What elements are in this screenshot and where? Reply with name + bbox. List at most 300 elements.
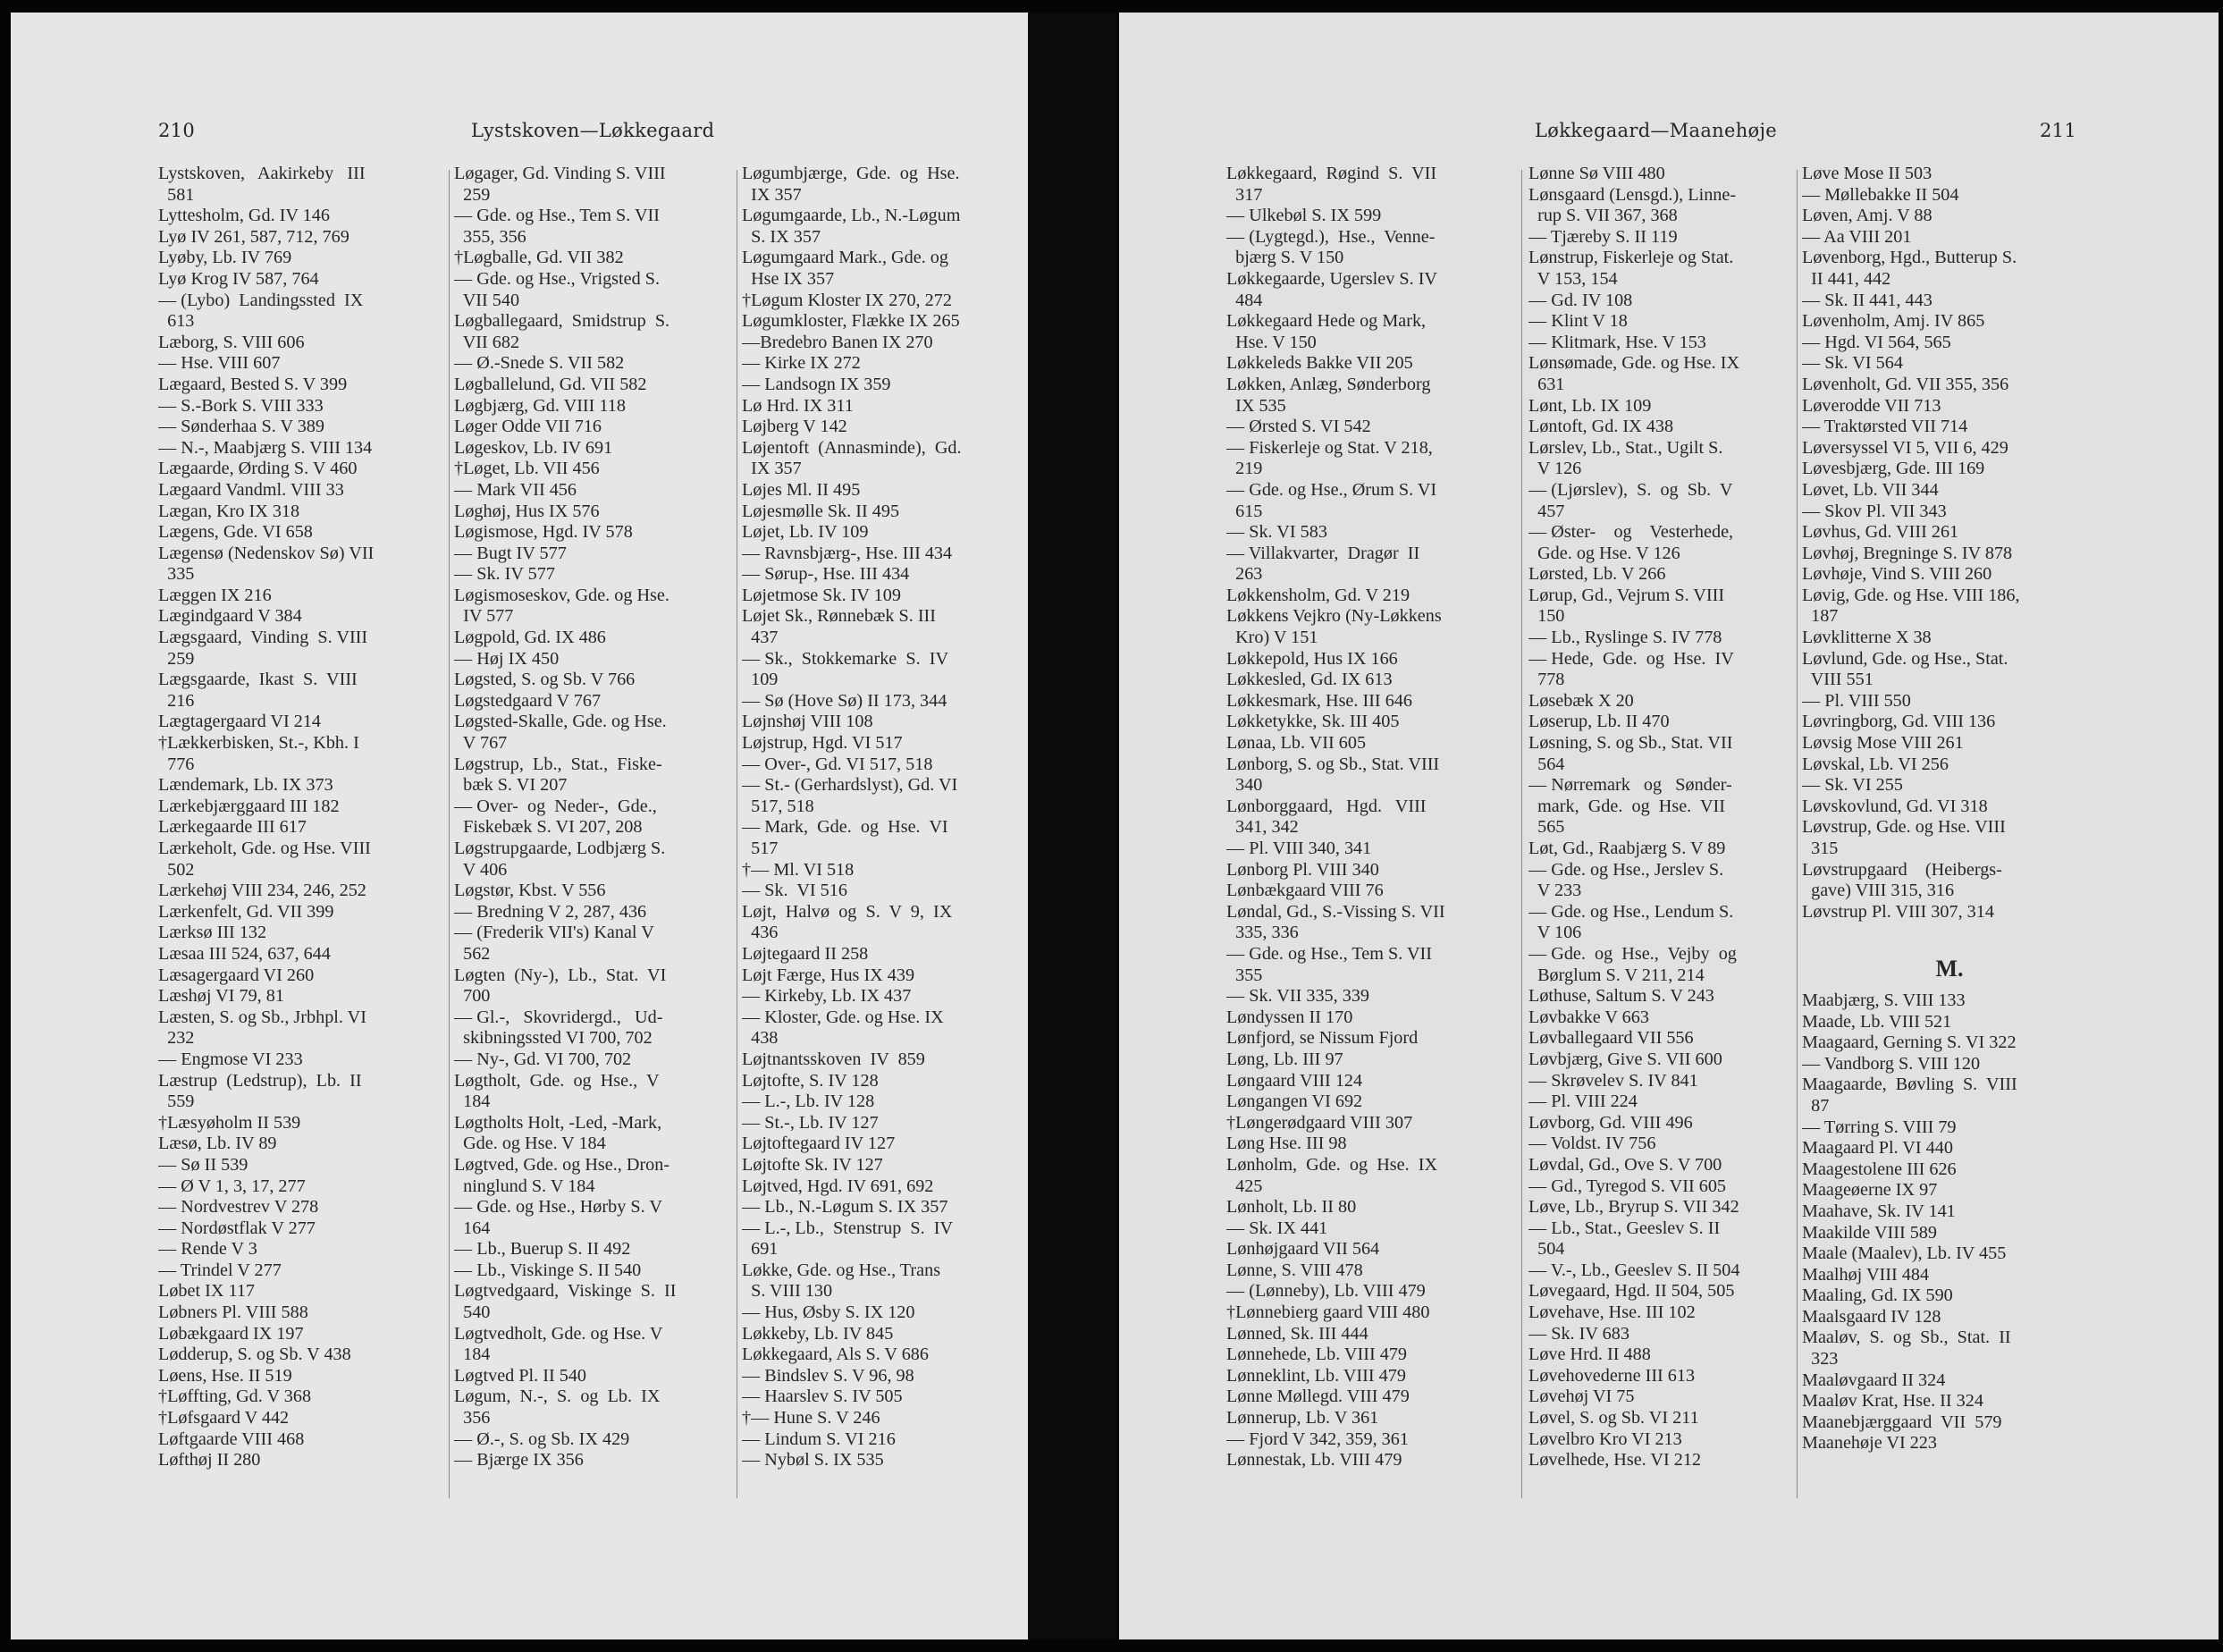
index-entry: Løngaard VIII 124: [1226, 1070, 1363, 1091]
index-entry: Løkken, Anlæg, Sønderborg: [1226, 374, 1431, 394]
index-entry: Maanehøje VI 223: [1802, 1433, 1937, 1454]
index-entry: Lønfjord, se Nissum Fjord: [1226, 1028, 1419, 1049]
left-page-number: 210: [158, 120, 195, 141]
index-entry: 438: [742, 1028, 779, 1049]
index-entry: — Øster- og Vesterhede,: [1528, 522, 1734, 543]
index-entry: — Hede, Gde. og Hse. IV: [1528, 648, 1734, 669]
index-entry: Løjstrup, Hgd. VI 517: [742, 733, 903, 754]
index-entry: Lønholm, Gde. og Hse. IX: [1226, 1154, 1438, 1175]
index-entry: — Vandborg S. VIII 120: [1802, 1053, 1981, 1074]
index-entry: Lønne, S. VIII 478: [1226, 1260, 1363, 1280]
index-entry: Løgten (Ny-), Lb., Stat. VI: [454, 965, 667, 985]
index-entry: Løvstrupgaard (Heibergs-: [1802, 859, 2002, 880]
index-entry: †Løfsgaard V 442: [158, 1408, 290, 1429]
index-entry: Fiskebæk S. VI 207, 208: [454, 817, 643, 838]
index-entry: Løverodde VII 713: [1802, 395, 1941, 416]
index-entry: Løvehave, Hse. III 102: [1528, 1302, 1696, 1323]
index-entry: Lægsgaarde, Ikast S. VIII: [158, 670, 358, 690]
index-entry: Lønnerup, Lb. V 361: [1226, 1408, 1379, 1429]
index-entry: — Mark VII 456: [454, 479, 577, 500]
index-entry: Løjnshøj VIII 108: [742, 712, 873, 732]
index-entry: — Lb., Stat., Geeslev S. II: [1528, 1218, 1721, 1238]
index-entry: Maagaarde, Bøvling S. VIII: [1802, 1075, 2017, 1095]
index-entry: Løgpold, Gd. IX 486: [454, 628, 606, 648]
index-entry: — Ulkebøl S. IX 599: [1226, 206, 1382, 226]
index-entry: — Sk. IV 683: [1528, 1323, 1629, 1344]
index-entry: Løng Hse. III 98: [1226, 1134, 1347, 1154]
index-entry: Løvehøj VI 75: [1528, 1386, 1635, 1407]
index-entry: — Nybøl S. IX 535: [742, 1450, 884, 1471]
index-entry: — Sk. IX 441: [1226, 1218, 1328, 1238]
index-entry: V 233: [1528, 881, 1582, 901]
index-entry: Gde. og Hse. V 184: [454, 1134, 606, 1154]
index-entry: Løbækgaard IX 197: [158, 1323, 304, 1344]
index-entry: Løvskovlund, Gd. VI 318: [1802, 796, 1988, 816]
index-entry: II 441, 442: [1802, 268, 1891, 289]
index-entry: 613: [158, 311, 195, 332]
index-entry: Maagaard Pl. VI 440: [1802, 1138, 1953, 1159]
index-entry: 317: [1226, 184, 1263, 205]
index-entry: 517, 518: [742, 796, 814, 816]
index-entry: — Aa VIII 201: [1802, 226, 1912, 247]
index-entry: Løserup, Lb. II 470: [1528, 712, 1670, 732]
index-entry: Løsebæk X 20: [1528, 690, 1634, 711]
index-entry: — Over-, Gd. VI 517, 518: [742, 754, 933, 774]
index-entry: Løgtholts Holt, -Led, -Mark,: [454, 1112, 662, 1133]
index-entry: — Klint V 18: [1528, 311, 1628, 332]
index-entry: — L.-, Lb. IV 128: [742, 1092, 875, 1112]
index-entry: Løvet, Lb. VII 344: [1802, 479, 1939, 500]
index-entry: 631: [1528, 374, 1565, 394]
index-entry: — Hus, Øsby S. IX 120: [742, 1302, 915, 1323]
index-entry: IV 577: [454, 606, 514, 627]
index-entry: Lærkenfelt, Gd. VII 399: [158, 901, 334, 922]
index-entry: — Pl. VIII 340, 341: [1226, 839, 1372, 858]
index-entry: — Gde. og Hse., Vejby og: [1528, 943, 1737, 964]
index-entry: — Skrøvelev S. IV 841: [1528, 1070, 1698, 1091]
index-entry: Løgager, Gd. Vinding S. VIII: [454, 164, 666, 183]
index-entry: V 106: [1528, 923, 1582, 943]
index-entry: — Sørup-, Hse. III 434: [742, 564, 910, 585]
index-entry: Lø Hrd. IX 311: [742, 395, 854, 416]
index-entry: Løjberg V 142: [742, 417, 847, 437]
index-entry: 187: [1802, 606, 1839, 627]
index-entry: Lægindgaard V 384: [158, 606, 302, 627]
index-entry: Løvelhede, Hse. VI 212: [1528, 1450, 1702, 1471]
index-entry: Lyøby, Lb. IV 769: [158, 248, 292, 268]
index-entry: Maaløv Krat, Hse. II 324: [1802, 1391, 1983, 1412]
index-column-6-m: [1802, 990, 2097, 1454]
index-entry: gave) VIII 315, 316: [1802, 881, 1955, 901]
index-entry: VIII 551: [1802, 670, 1874, 690]
index-entry: Løgtved, Gde. og Hse., Dron-: [454, 1154, 670, 1175]
index-entry: 778: [1528, 670, 1565, 690]
index-entry: — (Lybo) Landingssted IX: [158, 290, 364, 310]
index-entry: Læsten, S. og Sb., Jrbhpl. VI: [158, 1007, 366, 1027]
index-entry: — (Lygtegd.), Hse., Venne-: [1226, 226, 1436, 247]
index-entry: Løbet IX 117: [158, 1281, 256, 1302]
index-entry: Lønholt, Lb. II 80: [1226, 1197, 1357, 1218]
index-entry: Løjtegaard II 258: [742, 943, 869, 964]
index-entry: — Ørsted S. VI 542: [1226, 417, 1371, 437]
index-entry: Maageøerne IX 97: [1802, 1180, 1938, 1201]
index-entry: — L.-, Lb., Stenstrup S. IV: [742, 1218, 954, 1238]
index-entry: — Gde. og Hse., Tem S. VII: [1226, 943, 1432, 964]
index-entry: 263: [1226, 564, 1263, 585]
index-entry: bjærg S. V 150: [1226, 248, 1344, 268]
index-entry: Løsning, S. og Sb., Stat. VII: [1528, 733, 1733, 754]
index-column-3: [742, 164, 1019, 1504]
index-entry: 323: [1802, 1349, 1839, 1370]
index-entry: Løthuse, Saltum S. V 243: [1528, 986, 1714, 1007]
index-entry: — Gl.-, Skovridergd., Ud-: [454, 1007, 663, 1027]
index-entry: 340: [1226, 775, 1263, 796]
index-entry: — Ø V 1, 3, 17, 277: [158, 1176, 306, 1196]
index-entry: Løjt, Halvø og S. V 9, IX: [742, 901, 953, 922]
index-entry: Løvbakke V 663: [1528, 1007, 1649, 1027]
index-entry: Løkke, Gde. og Hse., Trans: [742, 1260, 941, 1280]
index-entry: Lønt, Lb. IX 109: [1528, 395, 1652, 416]
index-entry: Løve Mose II 503: [1802, 164, 1932, 183]
index-entry: Hse IX 357: [742, 268, 835, 289]
index-entry: Løvklitterne X 38: [1802, 628, 1932, 648]
index-entry: — Skov Pl. VII 343: [1802, 501, 1947, 521]
index-entry: — Over- og Neder-, Gde.,: [454, 796, 657, 816]
index-entry: Hse. V 150: [1226, 332, 1317, 352]
index-entry: Løkkegaard Hede og Mark,: [1226, 311, 1427, 332]
index-entry: 437: [742, 628, 779, 648]
index-entry: Maagestolene III 626: [1802, 1159, 1957, 1179]
index-entry: Løjesmølle Sk. II 495: [742, 501, 900, 521]
index-entry: 150: [1528, 606, 1565, 627]
index-entry: Løvelbro Kro VI 213: [1528, 1429, 1682, 1449]
index-entry: — Sk. II 441, 443: [1802, 290, 1932, 310]
index-entry: Lærkebjærggaard III 182: [158, 796, 340, 816]
index-entry: Løjet, Lb. IV 109: [742, 522, 869, 543]
index-entry: — Voldst. IV 756: [1528, 1134, 1656, 1154]
index-entry: Gde. og Hse. V 126: [1528, 543, 1680, 563]
index-entry: — Lb., Ryslinge S. IV 778: [1528, 628, 1722, 648]
index-column-2: [454, 164, 738, 1504]
index-entry: Lønneklint, Lb. VIII 479: [1226, 1365, 1406, 1386]
index-entry: — Haarslev S. IV 505: [742, 1386, 903, 1407]
index-entry: Lyø Krog IV 587, 764: [158, 268, 319, 289]
index-entry: 502: [158, 859, 195, 880]
index-column-6-l: [1802, 164, 2097, 923]
index-entry: —Bredebro Banen IX 270: [742, 332, 933, 352]
index-entry: Løvenborg, Hgd., Butterup S.: [1802, 248, 2017, 268]
index-entry: Løgstrupgaarde, Lodbjærg S.: [454, 839, 666, 858]
index-entry: 615: [1226, 501, 1263, 521]
index-entry: Løgsted, S. og Sb. V 766: [454, 670, 636, 690]
index-entry: Maagaard, Gerning S. VI 322: [1802, 1032, 2017, 1053]
index-entry: — Gd. IV 108: [1528, 290, 1633, 310]
index-entry: Løjtofte Sk. IV 127: [742, 1154, 883, 1175]
index-entry: Lønhøjgaard VII 564: [1226, 1239, 1380, 1260]
index-entry: 484: [1226, 290, 1263, 310]
column-rule: [449, 170, 450, 1498]
index-entry: 184: [454, 1344, 491, 1365]
index-entry: 232: [158, 1028, 195, 1049]
index-entry: — Hgd. VI 564, 565: [1802, 332, 1951, 352]
index-entry: Lægtagergaard VI 214: [158, 712, 322, 732]
index-entry: †Løget, Lb. VII 456: [454, 459, 600, 479]
index-entry: 259: [158, 648, 195, 669]
index-entry: 562: [454, 943, 491, 964]
index-entry: 356: [454, 1408, 491, 1429]
index-entry: Lønned, Sk. III 444: [1226, 1323, 1368, 1344]
index-entry: Løbners Pl. VIII 588: [158, 1302, 308, 1323]
index-entry: Løgeskov, Lb. IV 691: [454, 437, 613, 458]
index-entry: Løvhøj, Bregninge S. IV 878: [1802, 543, 2013, 563]
index-entry: 425: [1226, 1176, 1263, 1196]
right-page: [1119, 13, 2219, 1639]
index-entry: Maade, Lb. VIII 521: [1802, 1011, 1952, 1032]
index-entry: †Løgum Kloster IX 270, 272: [742, 290, 952, 310]
index-entry: S. IX 357: [742, 226, 821, 247]
index-entry: Lægan, Kro IX 318: [158, 501, 300, 521]
index-entry: Løger Odde VII 716: [454, 417, 602, 437]
index-entry: Løgballelund, Gd. VII 582: [454, 374, 647, 394]
index-entry: Lægens, Gde. VI 658: [158, 522, 313, 543]
index-entry: IX 357: [742, 459, 802, 479]
index-entry: Løgstør, Kbst. V 556: [454, 881, 606, 901]
index-entry: 184: [454, 1092, 491, 1112]
index-entry: — S.-Bork S. VIII 333: [158, 395, 324, 416]
index-entry: Læsaa III 524, 637, 644: [158, 943, 331, 964]
index-entry: Løgtved Pl. II 540: [454, 1365, 587, 1386]
index-entry: — Gde. og Hse., Ørum S. VI: [1226, 479, 1437, 500]
index-entry: Løvhus, Gd. VIII 261: [1802, 522, 1959, 543]
index-entry: Læggen IX 216: [158, 585, 272, 605]
index-entry: Løve, Lb., Bryrup S. VII 342: [1528, 1197, 1739, 1218]
index-entry: Løjentoft (Annasminde), Gd.: [742, 437, 962, 458]
index-entry: Løjetmose Sk. IV 109: [742, 585, 901, 605]
index-entry: — (Frederik VII's) Kanal V: [454, 923, 654, 943]
index-entry: — Bugt IV 577: [454, 543, 567, 563]
index-entry: — Tjæreby S. II 119: [1528, 226, 1678, 247]
index-entry: Løvenholt, Gd. VII 355, 356: [1802, 374, 2009, 394]
index-entry: V 126: [1528, 459, 1582, 479]
index-entry: VII 682: [454, 332, 520, 352]
index-entry: Løvborg, Gd. VIII 496: [1528, 1112, 1693, 1133]
index-entry: Lærksø III 132: [158, 923, 267, 943]
index-entry: 776: [158, 754, 195, 774]
index-entry: Løgumkloster, Flække IX 265: [742, 311, 960, 332]
column-rule: [1797, 170, 1798, 1498]
index-entry: — Fiskerleje og Stat. V 218,: [1226, 437, 1433, 458]
right-page-number: 211: [2040, 120, 2076, 141]
index-entry: Løversyssel VI 5, VII 6, 429: [1802, 437, 2008, 458]
section-letter: M.: [1935, 956, 1964, 982]
index-entry: — Gde. og Hse., Hørby S. V: [454, 1197, 662, 1218]
index-entry: 335: [158, 564, 195, 585]
index-entry: — Nørremark og Sønder-: [1528, 775, 1732, 796]
index-entry: — Gde. og Hse., Jerslev S.: [1528, 859, 1724, 880]
index-entry: Lærkeholt, Gde. og Hse. VIII: [158, 839, 371, 858]
index-entry: Løndal, Gd., S.-Vissing S. VII: [1226, 901, 1445, 922]
index-entry: — Sk. VI 564: [1802, 353, 1903, 374]
index-entry: IX 535: [1226, 395, 1286, 416]
index-entry: — Kloster, Gde. og Hse. IX: [742, 1007, 944, 1027]
index-entry: Løvehovederne III 613: [1528, 1365, 1696, 1386]
index-entry: Løgismoseskov, Gde. og Hse.: [454, 585, 669, 605]
index-entry: Maale (Maalev), Lb. IV 455: [1802, 1243, 2007, 1264]
index-entry: Løftgaarde VIII 468: [158, 1429, 305, 1449]
index-entry: — Ø.-, S. og Sb. IX 429: [454, 1429, 630, 1449]
left-running-head: Lystskoven—Løkkegaard: [471, 120, 715, 141]
index-entry: Løvringborg, Gd. VIII 136: [1802, 712, 1996, 732]
index-entry: 219: [1226, 459, 1263, 479]
index-entry: Lyttesholm, Gd. IV 146: [158, 206, 330, 226]
index-entry: — Traktørsted VII 714: [1802, 417, 1968, 437]
index-entry: V 406: [454, 859, 508, 880]
index-entry: Løvel, S. og Sb. VI 211: [1528, 1408, 1699, 1429]
index-entry: bæk S. VI 207: [454, 775, 568, 796]
index-entry: — V.-, Lb., Geeslev S. II 504: [1528, 1260, 1740, 1280]
index-entry: Løvlund, Gde. og Hse., Stat.: [1802, 648, 2008, 669]
index-entry: †Lækkerbisken, St.-, Kbh. I: [158, 733, 359, 754]
index-entry: Løvballegaard VII 556: [1528, 1028, 1694, 1049]
index-entry: Lørslev, Lb., Stat., Ugilt S.: [1528, 437, 1723, 458]
index-entry: Løndyssen II 170: [1226, 1007, 1353, 1027]
index-entry: — N.-, Maabjærg S. VIII 134: [158, 437, 373, 458]
index-entry: Lønnehede, Lb. VIII 479: [1226, 1344, 1408, 1365]
index-entry: 164: [454, 1218, 491, 1238]
index-entry: — Lb., Buerup S. II 492: [454, 1239, 631, 1260]
index-entry: — Engmose VI 233: [158, 1049, 303, 1069]
index-entry: — Gd., Tyregod S. VII 605: [1528, 1176, 1727, 1196]
index-entry: — Ny-, Gd. VI 700, 702: [454, 1049, 632, 1069]
index-entry: 216: [158, 690, 195, 711]
index-entry: — Sk. IV 577: [454, 564, 555, 585]
index-entry: — Nordvestrev V 278: [158, 1197, 319, 1218]
index-entry: Lønborg, S. og Sb., Stat. VIII: [1226, 754, 1440, 774]
index-entry: Løgballegaard, Smidstrup S.: [454, 311, 670, 332]
index-entry: — Fjord V 342, 359, 361: [1226, 1429, 1409, 1449]
index-entry: Løgtvedholt, Gde. og Hse. V: [454, 1323, 663, 1344]
index-entry: Løvegaard, Hgd. II 504, 505: [1528, 1281, 1735, 1302]
index-entry: — Sk. VI 255: [1802, 775, 1903, 796]
index-entry: — St.-, Lb. IV 127: [742, 1112, 879, 1133]
index-entry: ninglund S. V 184: [454, 1176, 595, 1196]
index-entry: Lønne Sø VIII 480: [1528, 164, 1665, 183]
index-entry: Løens, Hse. II 519: [158, 1365, 292, 1386]
index-entry: 436: [742, 923, 779, 943]
index-entry: Lægaard, Bested S. V 399: [158, 374, 348, 394]
index-entry: — Klitmark, Hse. V 153: [1528, 332, 1706, 352]
index-column-5: [1528, 164, 1816, 1504]
index-entry: — Lindum S. VI 216: [742, 1429, 896, 1449]
index-entry: Løkkeleds Bakke VII 205: [1226, 353, 1413, 374]
index-entry: Lønne Møllegd. VIII 479: [1226, 1386, 1410, 1407]
index-entry: Løgumgaarde, Lb., N.-Løgum: [742, 206, 961, 226]
index-entry: Lønsgaard (Lensgd.), Linne-: [1528, 184, 1737, 205]
index-entry: — Pl. VIII 550: [1802, 690, 1911, 711]
index-entry: Løkketykke, Sk. III 405: [1226, 712, 1400, 732]
index-entry: Lærkehøj VIII 234, 246, 252: [158, 881, 366, 901]
index-entry: Løvsig Mose VIII 261: [1802, 733, 1964, 754]
index-entry: 540: [454, 1302, 491, 1323]
index-entry: Løkkegaarde, Ugerslev S. IV: [1226, 268, 1438, 289]
index-entry: — St.- (Gerhardslyst), Gd. VI: [742, 775, 958, 796]
index-entry: Løvstrup Pl. VIII 307, 314: [1802, 901, 1994, 922]
index-entry: Løgsted-Skalle, Gde. og Hse.: [454, 712, 667, 732]
index-entry: — Trindel V 277: [158, 1260, 282, 1280]
index-entry: Løgumgaard Mark., Gde. og: [742, 248, 948, 268]
index-entry: — Villakvarter, Dragør II: [1226, 543, 1420, 563]
index-entry: Læsø, Lb. IV 89: [158, 1134, 277, 1154]
index-entry: Løvhøje, Vind S. VIII 260: [1802, 564, 1992, 585]
index-entry: — Gde. og Hse., Lendum S.: [1528, 901, 1734, 922]
index-entry: — Nordøstflak V 277: [158, 1218, 316, 1238]
index-entry: Lægaarde, Ørding S. V 460: [158, 459, 358, 479]
index-entry: Løvesbjærg, Gde. III 169: [1802, 459, 1985, 479]
index-entry: Løkkegaard, Als S. V 686: [742, 1344, 929, 1365]
index-entry: Kro) V 151: [1226, 628, 1318, 648]
index-entry: Lærkegaarde III 617: [158, 817, 307, 838]
index-entry: Løjtofte, S. IV 128: [742, 1070, 879, 1091]
index-entry: Lønborggaard, Hgd. VIII: [1226, 796, 1427, 816]
book-gutter: [1028, 13, 1116, 1639]
index-entry: Løvskal, Lb. VI 256: [1802, 754, 1949, 774]
index-column-4: [1226, 164, 1514, 1504]
index-entry: — Landsogn IX 359: [742, 374, 891, 394]
index-entry: 457: [1528, 501, 1565, 521]
left-page: [11, 13, 1028, 1639]
index-entry: — Pl. VIII 224: [1528, 1092, 1638, 1112]
index-column-1: [158, 164, 442, 1504]
index-entry: 87: [1802, 1095, 1830, 1116]
index-column-6: [1802, 164, 2097, 1504]
index-entry: 564: [1528, 754, 1565, 774]
index-entry: Lønbækgaard VIII 76: [1226, 881, 1384, 901]
index-entry: — Ø.-Snede S. VII 582: [454, 353, 625, 374]
index-entry: Løjes Ml. II 495: [742, 479, 861, 500]
index-entry: Løve Hrd. II 488: [1528, 1344, 1651, 1365]
index-entry: Løkkensholm, Gd. V 219: [1226, 585, 1410, 605]
index-entry: Løkkens Vejkro (Ny-Løkkens: [1226, 606, 1442, 627]
index-entry: — Lb., N.-Løgum S. IX 357: [742, 1197, 948, 1218]
index-entry: Maalsgaard IV 128: [1802, 1306, 1941, 1327]
index-entry: Løvenholm, Amj. IV 865: [1802, 311, 1985, 332]
index-entry: Løgumbjærge, Gde. og Hse.: [742, 164, 960, 183]
index-entry: — Gde. og Hse., Tem S. VII: [454, 206, 660, 226]
index-entry: S. VIII 130: [742, 1281, 833, 1302]
index-entry: — Bjærge IX 356: [454, 1450, 584, 1471]
index-entry: Lørsted, Lb. V 266: [1528, 564, 1666, 585]
index-entry: Lønaa, Lb. VII 605: [1226, 733, 1367, 754]
index-entry: Læstrup (Ledstrup), Lb. II: [158, 1070, 362, 1091]
index-entry: Lystskoven, Aakirkeby III: [158, 164, 366, 183]
index-entry: Løgstedgaard V 767: [454, 690, 602, 711]
index-entry: Løkkepold, Hus IX 166: [1226, 648, 1398, 669]
index-entry: — Ravnsbjærg-, Hse. III 434: [742, 543, 953, 563]
index-entry: VII 540: [454, 290, 520, 310]
index-entry: — Sø II 539: [158, 1154, 248, 1175]
index-entry: 559: [158, 1092, 195, 1112]
index-entry: Løjtnantsskoven IV 859: [742, 1049, 925, 1069]
index-entry: Maabjærg, S. VIII 133: [1802, 990, 1966, 1010]
index-entry: Løjtved, Hgd. IV 691, 692: [742, 1176, 934, 1196]
index-entry: Løt, Gd., Raabjærg S. V 89: [1528, 839, 1726, 858]
index-entry: Lægsgaard, Vinding S. VIII: [158, 628, 368, 648]
index-entry: — Lb., Viskinge S. II 540: [454, 1260, 642, 1280]
index-entry: †Løngerødgaard VIII 307: [1226, 1112, 1413, 1133]
index-entry: Løkkegaard, Røgind S. VII: [1226, 164, 1437, 183]
index-entry: skibningssted VI 700, 702: [454, 1028, 653, 1049]
index-entry: Løntoft, Gd. IX 438: [1528, 417, 1674, 437]
